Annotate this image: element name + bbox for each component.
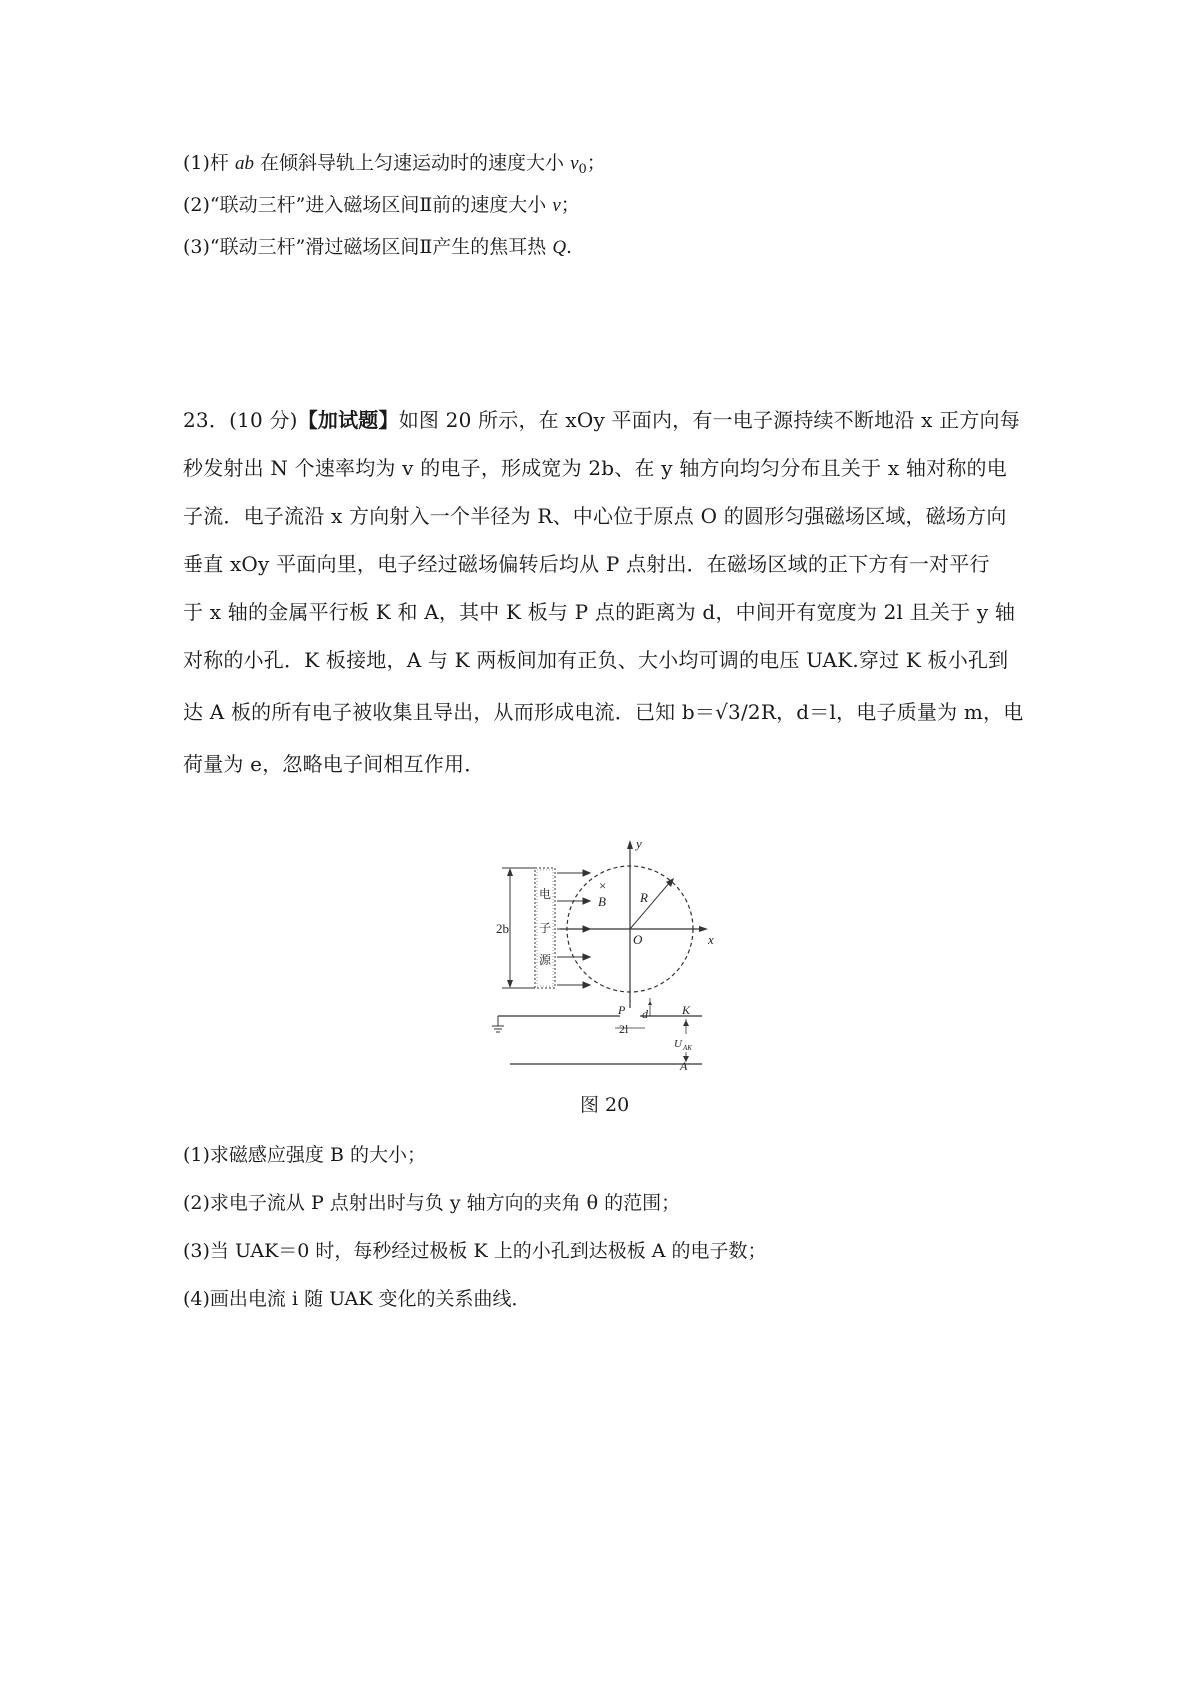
point-p-label: P	[618, 1003, 626, 1017]
plate-k-label: K	[682, 1003, 691, 1017]
x-label: x	[708, 932, 714, 947]
problem-line-7: 达 A 板的所有电子被收集且导出，从而形成电流．已知 b＝√3/2R，d＝l，电子质量为 m，电	[183, 700, 1024, 724]
field-into-page-symbol: ×	[599, 878, 607, 893]
width-label: 2b	[496, 921, 509, 936]
problem-line-5: 于 x 轴的金属平行板 K 和 A，其中 K 板与 P 点的距离为 d，中间开有宽度为 2l 且关于 y 轴	[183, 600, 1016, 624]
problem-line-4: 垂直 xOy 平面向里，电子经过磁场偏转后均从 P 点射出．在磁场区域的正下方有一对平行	[183, 552, 990, 576]
problem-line-6: 对称的小孔．K 板接地，A 与 K 两板间加有正负、大小均可调的电压 UAK.穿过 K 板小孔到	[183, 648, 1009, 672]
source-char-2: 子	[539, 921, 552, 935]
y-label: y	[636, 838, 642, 851]
problem-line-2: 秒发射出 N 个速率均为 v 的电子，形成宽为 2b、在 y 轴方向均匀分布且关于 x 轴对称的电	[183, 456, 1007, 480]
sub-question-1: (1)求磁感应强度 B 的大小；	[183, 1144, 426, 1166]
problem-score: (10 分)	[229, 408, 298, 432]
voltage-subscript: AK	[683, 1044, 692, 1052]
prev-question-2: (2)“联动三杆”进入磁场区间Ⅱ前的速度大小 v；	[183, 194, 580, 216]
figure-caption: 图 20	[580, 1094, 630, 1116]
figure-20	[490, 838, 730, 1070]
prev-question-3: (3)“联动三杆”滑过磁场区间Ⅱ产生的焦耳热 Q.	[183, 236, 573, 258]
radius-line	[630, 882, 670, 929]
problem-line-3: 子流．电子流沿 x 方向射入一个半径为 R、中心位于原点 O 的圆形匀强磁场区域，磁场方向	[183, 504, 1007, 528]
field-label: B	[598, 894, 606, 909]
distance-d-label: d	[642, 1007, 648, 1021]
sub-question-2: (2)求电子流从 P 点射出时与负 y 轴方向的夹角 θ 的范围；	[183, 1192, 681, 1214]
origin-label: O	[633, 932, 643, 947]
radius-label: R	[640, 890, 648, 905]
plate-a-label: A	[680, 1059, 688, 1070]
source-char-3: 源	[539, 953, 552, 967]
sub-question-4: (4)画出电流 i 随 UAK 变化的关系曲线．	[183, 1288, 531, 1310]
prev-question-1: (1)杆 ab 在倾斜导轨上匀速运动时的速度大小 $v_0$；	[183, 152, 606, 177]
problem-number: 23．	[183, 408, 230, 432]
problem-line-8: 荷量为 e，忽略电子间相互作用．	[183, 752, 485, 776]
source-char-1: 电	[539, 887, 552, 901]
problem-tag: 【加试题】	[297, 408, 399, 432]
sub-question-3: (3)当 UAK＝0 时，每秒经过极板 K 上的小孔到达极板 A 的电子数；	[183, 1240, 767, 1262]
voltage-label: U	[674, 1038, 682, 1050]
hole-width-label: 2l	[619, 1022, 629, 1036]
problem-line-1: 23．(10 分)【加试题】如图 20 所示，在 xOy 平面内，有一电子源持续不断地沿 x 正方向每	[183, 408, 1020, 432]
